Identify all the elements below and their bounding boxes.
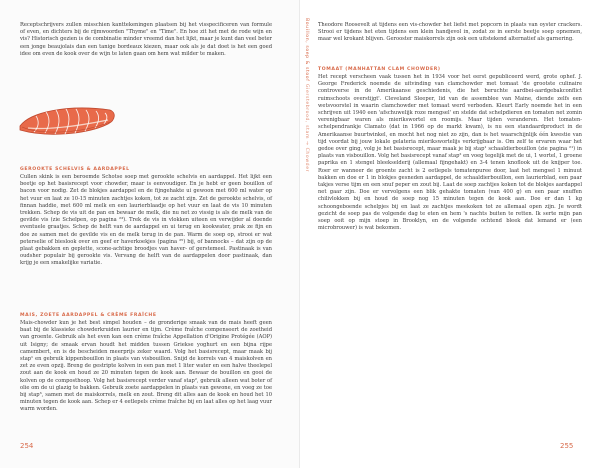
running-head xyxy=(304,18,309,172)
manhattan-clam-chowder-paragraph: Het recept verscheen vaak tussen het in 1934 voor het eerst gepubliceerd werd, grote ophef. J. George Frederick noemde de uitvinding van clamchowder met tomaat 'de grootste culinaire controverse in de Amerikaanse geschiedenis, die het beruchte aardbei-aardgebakconflict ruimschoots overstijgt'. Cleveland Sleeper, lid van de assemblee van Maine, diende zelfs een wetsvoorstel in waarin clamchowder met tomaat werd verboden. Kleurt Early noemde het in een schrijven uit 1940 een 'afschuwelijk roze mengsel' en stelde dat schelpdieren en tomaten net zomin verenigbaar waren als mierikswortel en roomijs. Maar tijden veranderen. Het tomaten-schelpendrankje Clamato (dat in 1966 op de markt kwam), is nu een standaardproduct in de Amerikaanse buurtwinkel, en mocht het nog niet zo zijn, dan is het waarschijnlijk één kwestie van tijd voordat bij jouw lokale gelateria mierikswortelijs verkrijgbaar is. Om zelf te ervaren waar het gedoe over ging, volg je het basisrecept, maar maak je bij stap¹ schaaldierbouillon (zie pagina ²¹) in plaats van visbouillon. Volg het basisrecept vanaf stap² en voeg tegelijk met de ui, 1 wortel, 1 groene paprika en 1 stengel bleekselderij (allemaal fijngehakt) en 3-4 tenen knoflook uit de knijper toe. Roer er wanneer de groente zacht is 2 eetlepels tomatenpuree door, laat het mengsel 1 minuut bakken en doe er 1 in blokjes gesneden aardappel, de schaaldierbouillon, een laurierblad, een paar takjes verse tijm en een snuf peper en zout bij. Laat de soep zachtjes koken tot de blokjes aardappel net gaar zijn. Doe er vervolgens een blik gehakte tomaten (van 400 g) en een paar snuffen chilivlokken bij en houd de soep nog 15 minuten tegen de kook aan. Doe er dan 1 kg schoongeboende schelpjes bij en laat ze zachtjes meekoken tot ze allemaal open zijn. Je wordt gezicht de soep pas de volgende dag te eten en hem 's nachts buiten te retten. Ik serte mijn pan soep ooit op mijn stoep in Brooklyn, en de volgende ochtend bleek dat lemand er (een microbrouwer) is wat bekomen. xyxy=(318,74,582,232)
left-intro-paragraph: Receptschrijvers zullen misschien kanttekeningen plaatsen bij het visspecificeren van formule of even, en dichters bij de rijmwoorden "Thyme" en "Time". En hoe zit het met de rode wijn en vis? Historisch gezien is de combinatie minder vreemd dan het lijkt, maar je kunt dan veel beter een jonge beaujolais dan een tanige bordeaux kiezen, maar ook als je dat doet is het een goed idee om even de kook over de wijn te laten gaan om hem wat milder te maken. xyxy=(20,22,272,57)
smoked-salmon-fillet-illustration xyxy=(18,100,118,140)
page-number-left: 254 xyxy=(20,442,34,450)
section-heading-manhattan-clam-chowder: TOMAAT (MANHATTAN CLAM CHOWDER) xyxy=(318,67,441,72)
running-head-title: Bouillon, soep & stoof xyxy=(304,18,309,82)
section-heading-smoked-haddock: GEROOKTE SCHELVIS & AARDAPPEL xyxy=(20,167,130,172)
section-heading-corn-sweet-potato: MAIS, ZOETE AARDAPPEL & CRÈME FRAÎCHE xyxy=(20,313,157,318)
corn-sweet-potato-paragraph: Mais-chowder kun je het best simpel houden – de gronderige smaak van de mais heeft geen baat bij de klassieke chowderkruiden laurier en tijm. Crème fraîche compenseert de zoetheid van groente. Gebruik als het even kan een crème fraîche Appellation d'Origine Protégée (AOP) uit Isigny; de smaak ervan houdt het midden tussen Griekse yoghurt en een bijna rijpe camembert, en is de bescheiden meerprijs zeker waard. Volg het basisrecept, maar maak bij stap¹ en gebruik kippenbouillon in plaats van visbouillon. Snijd de korrels van 4 maiskolven en zet ze even opzij. Breng de gestripte kolven in een pan met 1 liter water en een halve theelepel zout aan de kook en houd ze 20 minuten tegen de kook aan. Bewaar de bouillon en gooi de kolven op de composthoop. Volg het basisrecept verder vanaf stap², gebruik alleen wat boter of olie om de ui glazig te bakken. Gebruik zoete aardappelen in plaats van gewone, en voeg ze toe bij stap³, samen met de maiskorrels, melk en zout. Breng dit alles aan de kook en houd het 10 minuten tegen de kook aan. Schep er 4 eetlepels crème fraîche bij en laat alles op het laag vuur warm worden. xyxy=(20,320,272,413)
smoked-haddock-paragraph: Cullen skink is een beroemde Schotse soep met gerookte schelvis en aardappel. Het lijkt een beetje op het basisrecept voor chowder, maar is eenvoudiger. En je hebt er geen bouillon of bacon voor nodig. Zet de blokjes aardappel en de fijngehakte ui gewoon met 600 ml water op het vuur en laat ze 10-15 minuten zachtjes koken, tot ze zacht zijn. Zet de gerookte schelvis, of finnan haddie, met 600 ml melk en een laurierblaadje op het vuur en laat de vis 10 minuten trekken. Schep de vis uit de pan en bewaar de melk, die nu net zo vissig is als de melk van de gevilde vis (zie Schelpen, op pagina ²³). Trek de vis in vlokken uiteen en verwijder al doende eventuele graatjes. Schep de helft van de aardappel en ui terug en kookwater, prak ze fijn en doe ze samen met de gevilde vis en de melk terug in de pan. Warm de soep op, strooi er wat peterselie of bieslook over en geef er haverkoekjes (pagina ²⁵) bij, of bannocks – dat zijn op de plaat gebakken en geplette, scone-achtige broodjes van haver- of gerstemeel. Pastinaak is van oudsher populair bij gerookte vis. Vervang de helft van de aardappelen door pastinaak, dan krijg je een smakelijke variatie. xyxy=(20,174,272,267)
salmon-icon xyxy=(18,100,118,140)
right-intro-paragraph: Theodore Roosevelt at tijdens een vis-chowder het liefst met popcorn in plaats van oyster crackers. Strooi er tijdens het eten tijdens een klein handjevol in, zodat ze in eerste beetje soep opnemen, maar wel krokant blijven. Gerooster maiskorrels zijn ook een uitstekend alternatief als garnering. xyxy=(318,22,582,43)
running-head-subtitle: Gierstebrood, stam → Chowder xyxy=(304,83,309,172)
page-number-right: 255 xyxy=(560,442,574,450)
